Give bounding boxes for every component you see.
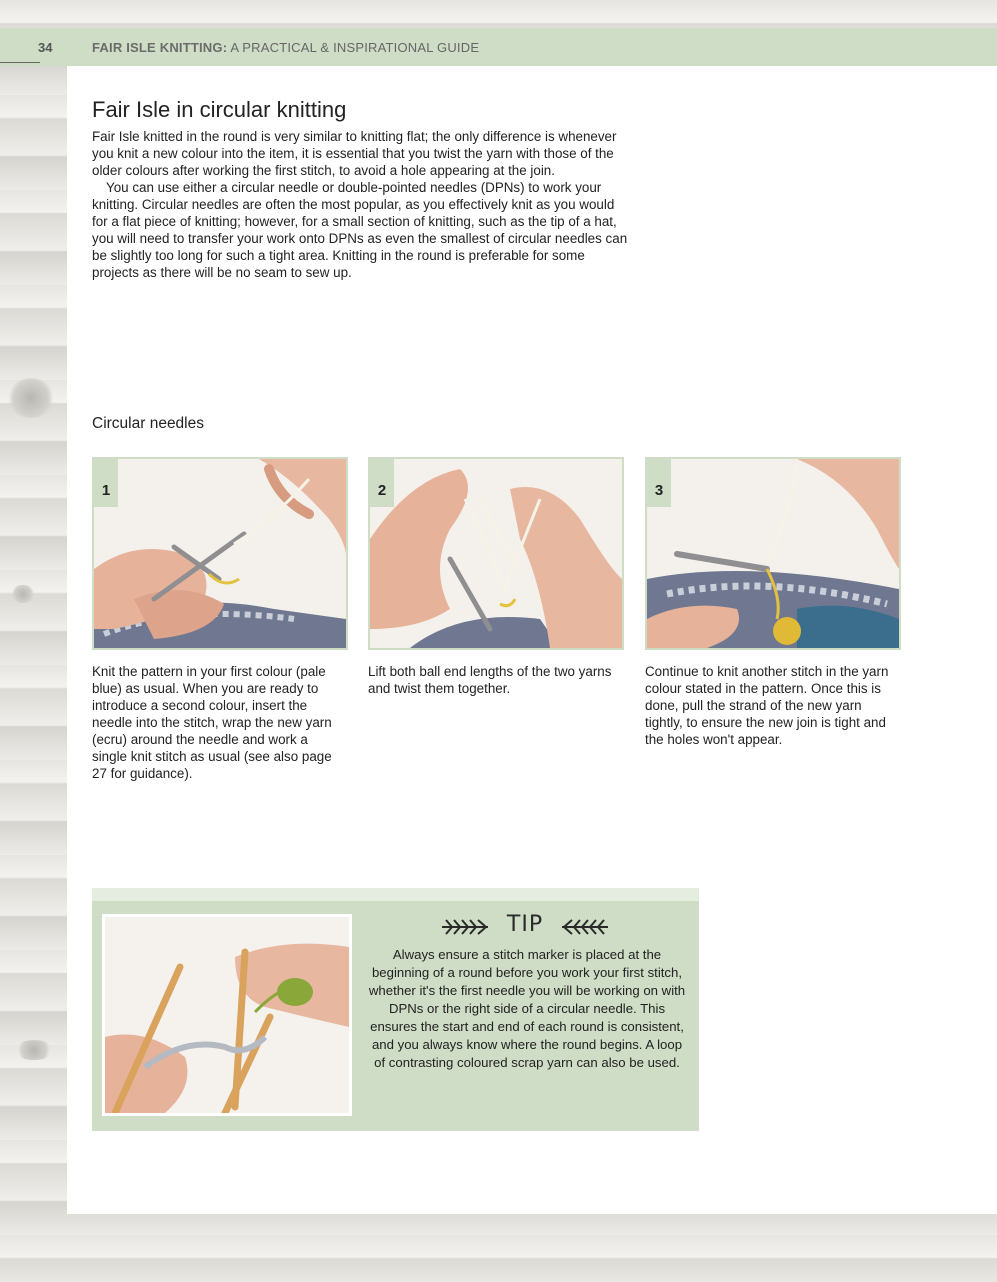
subsection-heading: Circular needles: [92, 415, 204, 432]
step-2-number: 2: [370, 459, 394, 507]
tip-box-top-band: [92, 888, 699, 901]
book-title: FAIR ISLE KNITTING:: [92, 40, 228, 55]
step-2-photo: [368, 457, 624, 650]
page-number-rule: [0, 62, 40, 63]
step-2-illustration: [370, 459, 622, 648]
wood-knot: [10, 585, 36, 603]
step-1-number: 1: [94, 459, 118, 507]
step-2-text: Lift both ball end lengths of the two yarns and twist them together.: [368, 664, 612, 696]
step-1-text: Knit the pattern in your first colour (pale blue) as usual. When you are ready to introduce a second colour, insert the needle into the stitch, wrap the new yarn (ecru) around the needle and work a single knit stitch as usual (see also page 27 for guidance).: [92, 664, 332, 781]
step-3-photo: [645, 457, 901, 650]
tip-heading: [440, 910, 610, 944]
step-1-illustration: [94, 459, 346, 648]
step-3-text: Continue to knit another stitch in the yarn colour stated in the pattern. Once this is done, pull the strand of the new yarn tightly, to ensure the new join is tight and the holes won't appear.: [645, 664, 889, 747]
step-1-photo: [92, 457, 348, 650]
tip-text: Always ensure a stitch marker is placed at the beginning of a round before you work your first stitch, whether it's the first needle you will be working on with DPNs or the right side of a circular needle. This ensures the start and end of each round is consistent, and you always know where the round begins. A loop of contrasting coloured scrap yarn can also be used.: [368, 947, 686, 1070]
tip-photo: [102, 914, 352, 1116]
intro-paragraph-2: You can use either a circular needle or double-pointed needles (DPNs) to work your knitting. Circular needles are often the most popular, as you effectively knit as you would for a flat piece of knitting; however, for a small section of knitting, such as the tip of a hat, you will need to transfer your work onto DPNs as even the smallest of circular needles can be slightly too long for such a tight area. Knitting in the round is preferable for some projects as there will be no seam to sew up.: [92, 180, 628, 280]
running-head: [92, 40, 479, 55]
intro-text: [92, 128, 632, 281]
tip-illustration: [105, 917, 349, 1113]
wood-knot: [14, 1040, 54, 1060]
step-3-illustration: [647, 459, 899, 648]
wood-knot: [6, 378, 56, 418]
tip-label: TIP: [506, 912, 544, 937]
book-subtitle: A PRACTICAL & INSPIRATIONAL GUIDE: [227, 40, 480, 55]
step-3-number: 3: [647, 459, 671, 507]
intro-paragraph-1: Fair Isle knitted in the round is very similar to knitting flat; the only difference is whenever you knit a new colour into the item, it is essential that you twist the yarn with those of the older colours after working the first stitch, to avoid a hole appearing at the join.: [92, 129, 617, 178]
section-title: Fair Isle in circular knitting: [92, 97, 347, 122]
page-number: 34: [38, 40, 53, 55]
